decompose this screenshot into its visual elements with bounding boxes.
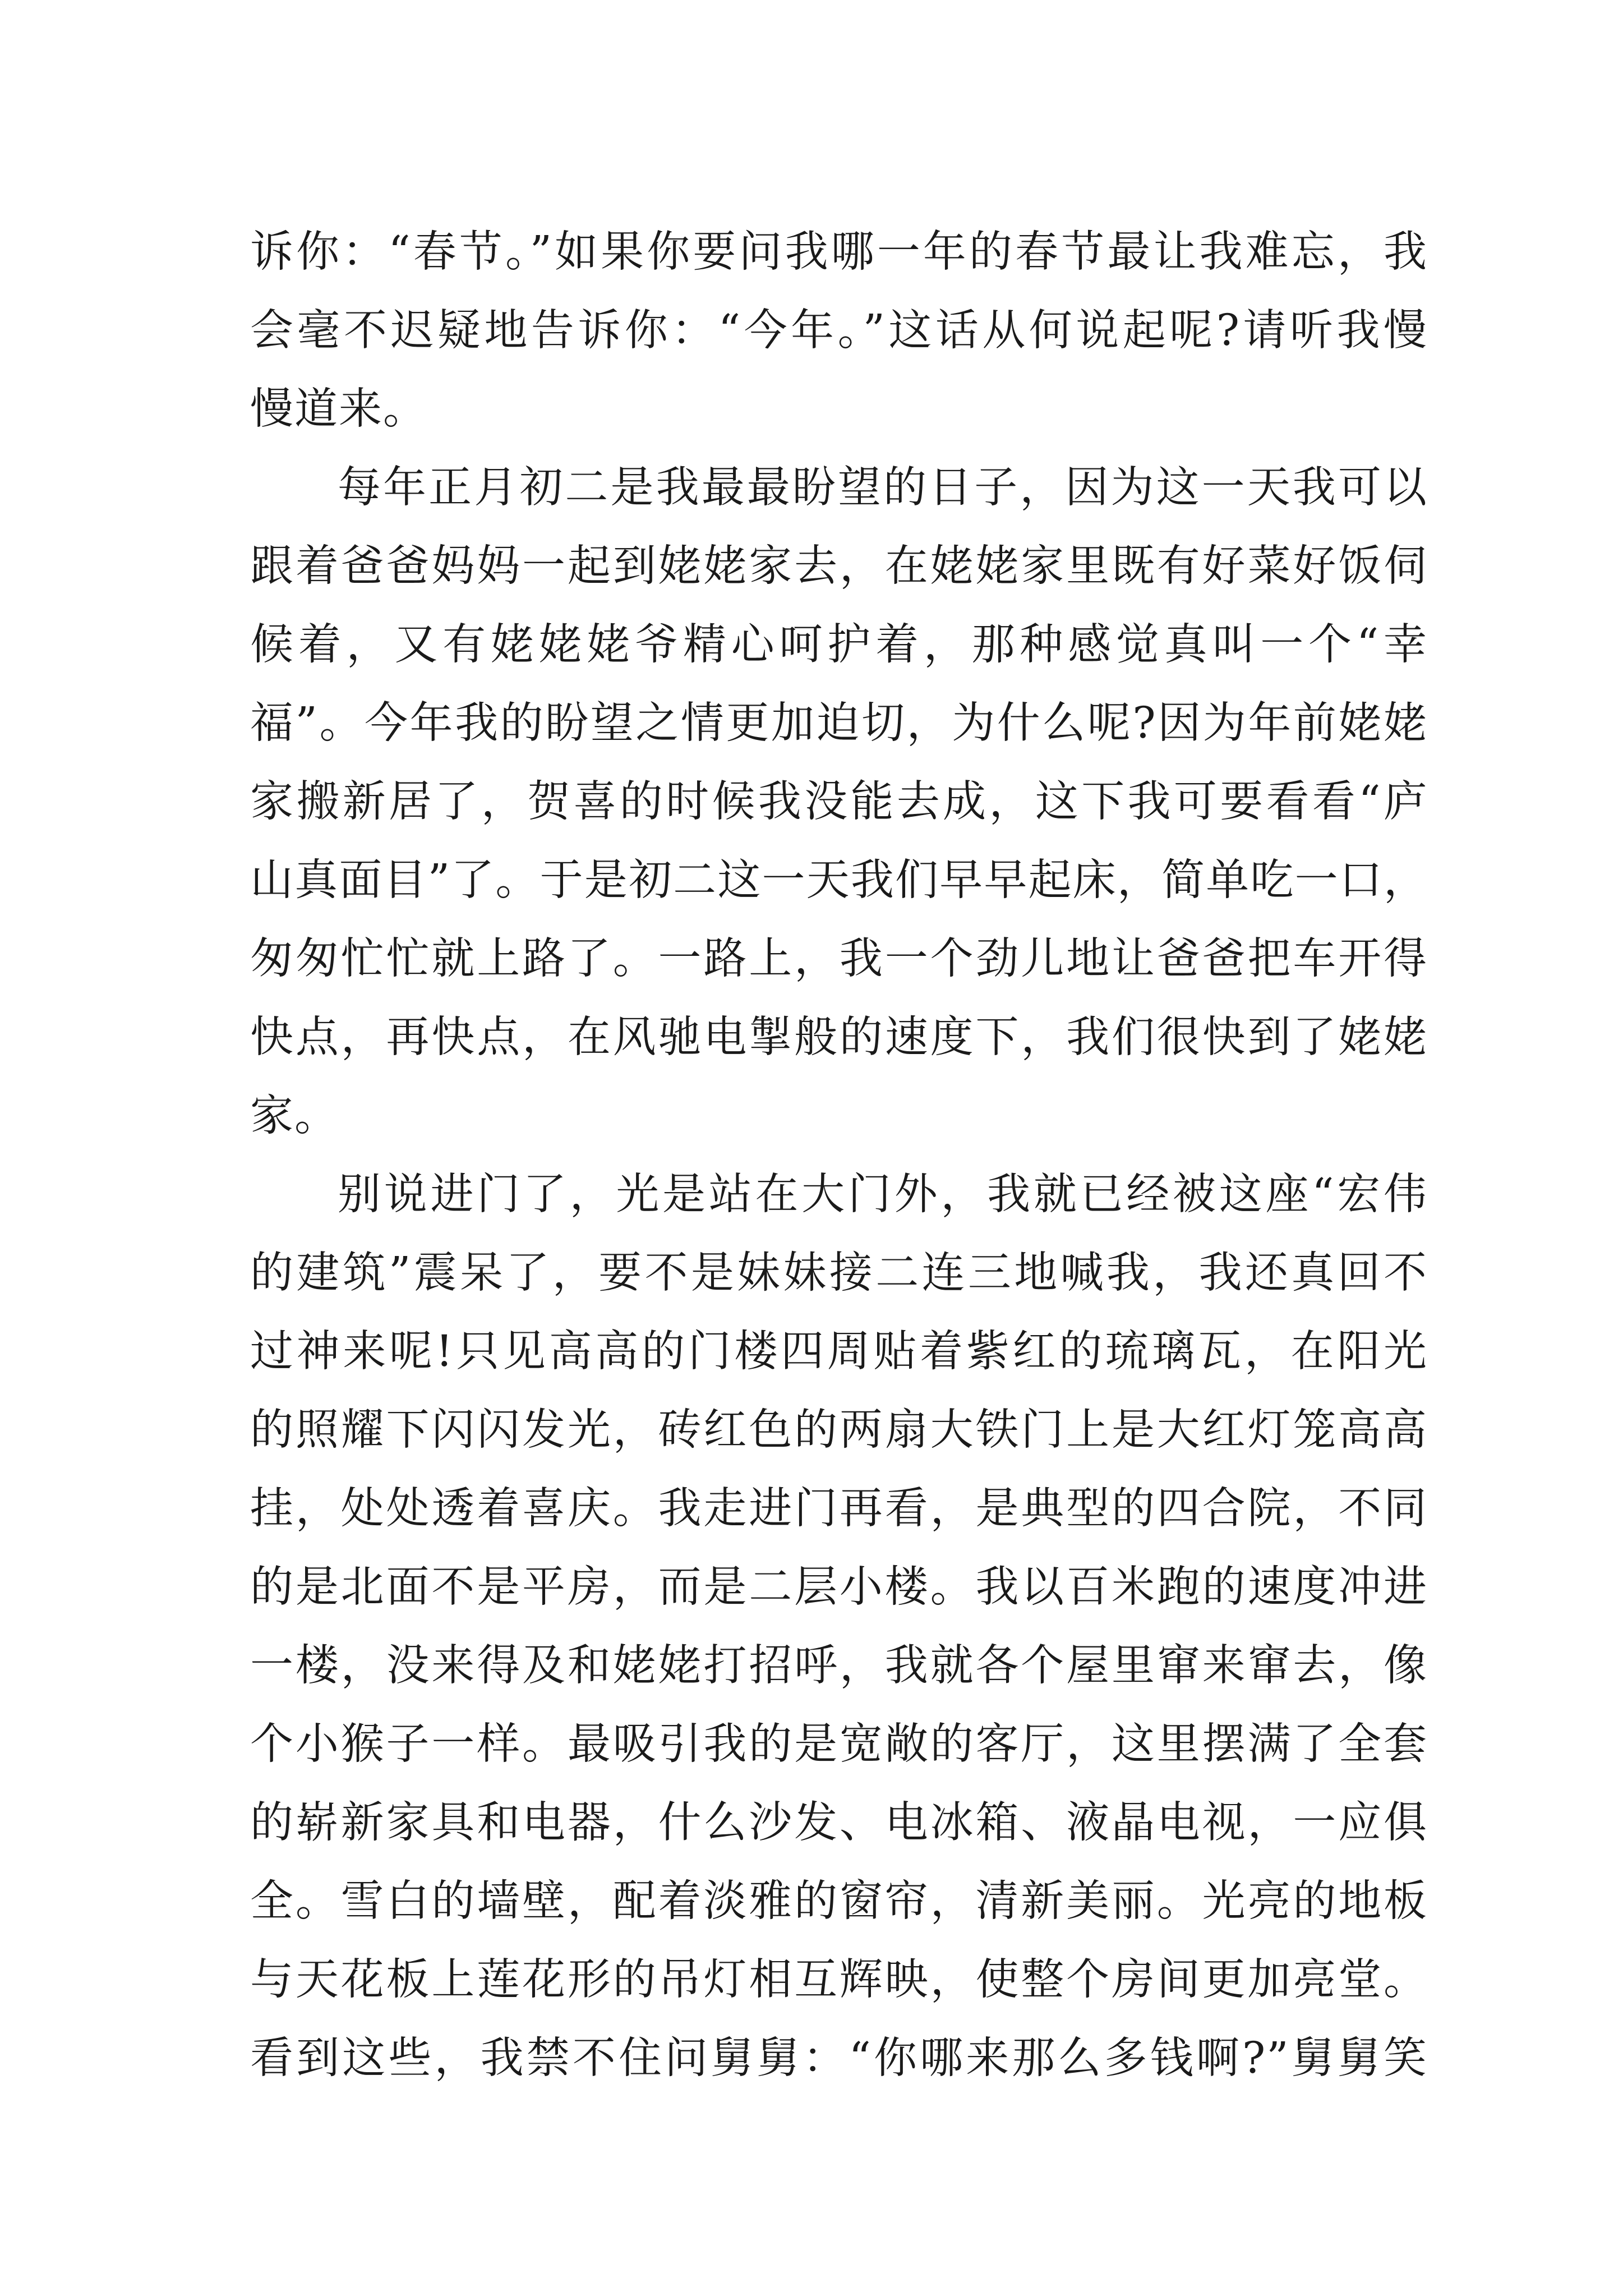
text-line: 的是北面不是平房，而是二层小楼。我以百米跑的速度冲进 <box>250 1562 1428 1612</box>
text-line: 全。雪白的墙壁，配着淡雅的窗帘，清新美丽。光亮的地板 <box>250 1876 1428 1926</box>
text-line: 慢道来。 <box>250 384 427 434</box>
text-line: 诉你：“春节。”如果你要问我哪一年的春节最让我难忘，我 <box>250 227 1428 277</box>
text-line: 与天花板上莲花形的吊灯相互辉映，使整个房间更加亮堂。 <box>250 1955 1428 2005</box>
text-line: 会毫不迟疑地告诉你：“今年。”这话从何说起呢?请听我慢 <box>250 306 1428 356</box>
text-line: 每年正月初二是我最最盼望的日子，因为这一天我可以 <box>338 463 1428 513</box>
text-line: 家。 <box>250 1091 339 1141</box>
text-line: 一楼，没来得及和姥姥打招呼，我就各个屋里窜来窜去，像 <box>250 1641 1428 1691</box>
text-line: 山真面目”了。于是初二这一天我们早早起床，简单吃一口， <box>250 855 1428 905</box>
text-line: 过神来呢!只见高高的门楼四周贴着紫红的琉璃瓦，在阳光 <box>250 1327 1428 1377</box>
text-line: 挂，处处透着喜庆。我走进门再看，是典型的四合院，不同 <box>250 1484 1428 1534</box>
text-line: 看到这些，我禁不住问舅舅：“你哪来那么多钱啊?”舅舅笑 <box>250 2033 1428 2083</box>
text-line: 的崭新家具和电器，什么沙发、电冰箱、液晶电视，一应俱 <box>250 1798 1428 1848</box>
text-line: 的建筑”震呆了，要不是妹妹接二连三地喊我，我还真回不 <box>250 1248 1428 1298</box>
text-line: 个小猴子一样。最吸引我的是宽敞的客厅，这里摆满了全套 <box>250 1719 1428 1769</box>
text-line: 候着，又有姥姥姥爷精心呵护着，那种感觉真叫一个“幸 <box>250 620 1428 670</box>
text-line: 的照耀下闪闪发光，砖红色的两扇大铁门上是大红灯笼高高 <box>250 1405 1428 1455</box>
text-line: 别说进门了，光是站在大门外，我就已经被这座“宏伟 <box>338 1170 1428 1220</box>
document-body <box>250 213 1428 2098</box>
text-line: 匆匆忙忙就上路了。一路上，我一个劲儿地让爸爸把车开得 <box>250 934 1428 984</box>
text-line: 跟着爸爸妈妈一起到姥姥家去，在姥姥家里既有好菜好饭伺 <box>250 541 1428 591</box>
text-line: 家搬新居了，贺喜的时候我没能去成，这下我可要看看“庐 <box>250 777 1428 827</box>
text-line: 福”。今年我的盼望之情更加迫切，为什么呢?因为年前姥姥 <box>250 698 1428 748</box>
text-line: 快点，再快点，在风驰电掣般的速度下，我们很快到了姥姥 <box>250 1013 1428 1062</box>
